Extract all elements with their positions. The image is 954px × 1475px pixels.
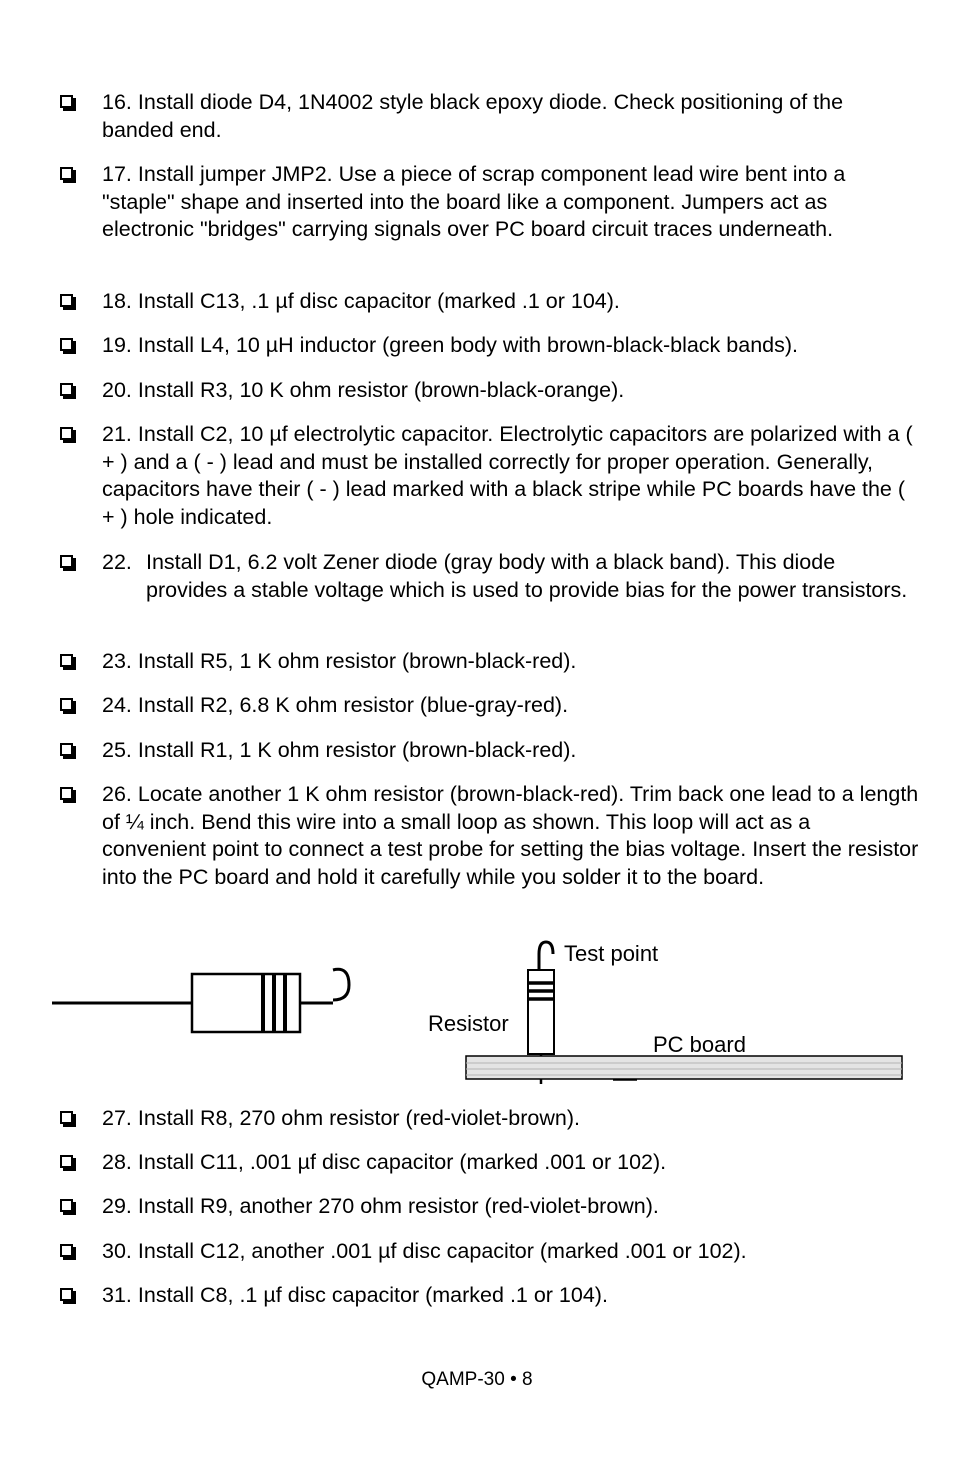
step-text: Install C12, another .001 µf disc capacitor (marked .001 or 102). xyxy=(137,1239,747,1263)
resistor-test-point-figure xyxy=(50,934,910,1084)
step-number: 25. xyxy=(102,738,132,762)
checkbox-icon[interactable] xyxy=(60,787,73,800)
checkbox-icon[interactable] xyxy=(60,654,73,667)
step-text: Install L4, 10 µH inductor (green body with brown-black-black bands). xyxy=(137,333,798,357)
checkbox-icon[interactable] xyxy=(60,555,73,568)
step-number: 29. xyxy=(102,1194,132,1218)
checkbox-icon[interactable] xyxy=(60,167,73,180)
step-number: 31. xyxy=(102,1283,132,1307)
step-text: Install R3, 10 K ohm resistor (brown-black-orange). xyxy=(137,378,625,402)
step-text: Install R5, 1 K ohm resistor (brown-black-red). xyxy=(137,649,577,673)
step-number: 28. xyxy=(102,1150,132,1174)
step-text: Install diode D4, 1N4002 style black epoxy diode. Check positioning of the banded end. xyxy=(102,90,844,142)
step-text: Install C11, .001 µf disc capacitor (marked .001 or 102). xyxy=(137,1150,667,1174)
checkbox-icon[interactable] xyxy=(60,383,73,396)
pc-board-label: PC board xyxy=(653,1032,746,1057)
checkbox-icon[interactable] xyxy=(60,1155,73,1168)
checkbox-icon[interactable] xyxy=(60,338,73,351)
step-text: Install R1, 1 K ohm resistor (brown-black-red). xyxy=(137,738,577,762)
checkbox-icon[interactable] xyxy=(60,294,73,307)
checkbox-icon[interactable] xyxy=(60,1244,73,1257)
checkbox-icon[interactable] xyxy=(60,1288,73,1301)
step-number: 27. xyxy=(102,1106,132,1130)
step-number: 22. xyxy=(102,550,132,574)
step-number: 30. xyxy=(102,1239,132,1263)
checkbox-icon[interactable] xyxy=(60,698,73,711)
checkbox-icon[interactable] xyxy=(60,743,73,756)
step-text: Install C2, 10 µf electrolytic capacitor. Electrolytic capacitors are polarized with a ( + ) and a ( - ) lead and must be installed correctly for proper operation. Generally, capacitors have their ( - ) lead marked with a black stripe while PC boards have the ( + ) hole indicated. xyxy=(102,422,913,529)
test-point-label: Test point xyxy=(564,941,659,966)
step-text: Install jumper JMP2. Use a piece of scrap component lead wire bent into a "staple" shape and inserted into the board like a component. Jumpers act as electronic "bridges" carrying signals over PC board circuit traces underneath. xyxy=(102,162,846,241)
step-text: Locate another 1 K ohm resistor (brown-black-red). Trim back one lead to a length of ¼ inch. Bend this wire into a small loop as shown. This loop will act as a convenient point to connect a test probe for setting the bias voltage. Insert the resistor into the PC board and hold it carefully while you solder it to the board. xyxy=(102,782,919,889)
step-text: Install C13, .1 µf disc capacitor (marked .1 or 104). xyxy=(137,289,620,313)
checkbox-icon[interactable] xyxy=(60,427,73,440)
page-footer: QAMP-30 • 8 xyxy=(421,1369,533,1390)
checkbox-icon[interactable] xyxy=(60,1111,73,1124)
step-text: Install R2, 6.8 K ohm resistor (blue-gray-red). xyxy=(137,693,569,717)
step-number: 20. xyxy=(102,378,132,402)
step-text: Install R9, another 270 ohm resistor (red-violet-brown). xyxy=(137,1194,659,1218)
resistor-on-board-drawing xyxy=(466,942,902,1084)
step-number: 24. xyxy=(102,693,132,717)
step-number: 21. xyxy=(102,422,132,446)
checkbox-icon[interactable] xyxy=(60,1199,73,1212)
step-text: Install C8, .1 µf disc capacitor (marked .1 or 104). xyxy=(137,1283,608,1307)
step-number: 16. xyxy=(102,90,132,114)
step-text: Install D1, 6.2 volt Zener diode (gray body with a black band). This diode provides a stable voltage which is used to provide bias for the power transistors. xyxy=(146,550,908,602)
step-number: 17. xyxy=(102,162,132,186)
step-number: 19. xyxy=(102,333,132,357)
step-number: 23. xyxy=(102,649,132,673)
resistor-label: Resistor xyxy=(428,1011,509,1036)
step-number: 26. xyxy=(102,782,132,806)
step-text: Install R8, 270 ohm resistor (red-violet-brown). xyxy=(137,1106,580,1130)
checkbox-icon[interactable] xyxy=(60,95,73,108)
step-number: 18. xyxy=(102,289,132,313)
resistor-looped-lead-drawing xyxy=(52,969,349,1032)
